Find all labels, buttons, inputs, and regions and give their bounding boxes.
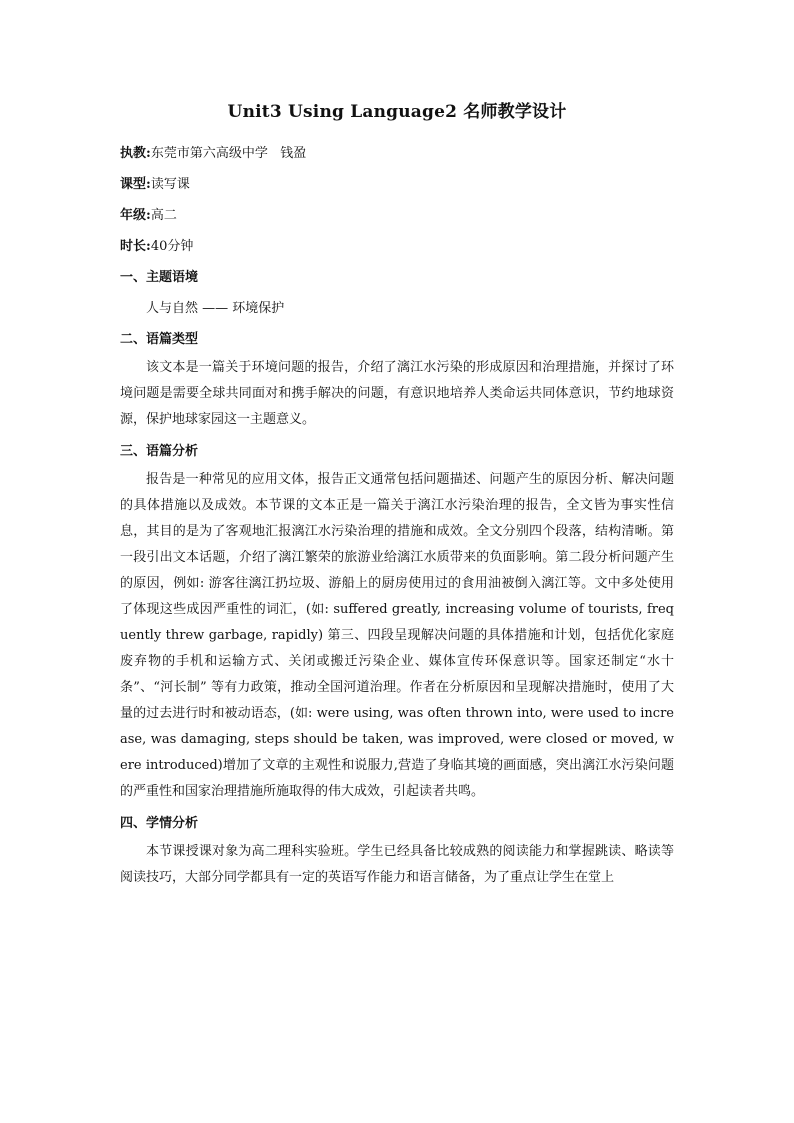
document-page: [120, 100, 674, 891]
meta-grade-key: 年级:: [120, 208, 151, 223]
section-theme-heading: 一、主题语境: [120, 270, 199, 285]
meta-teacher-key: 执教:: [120, 146, 151, 161]
meta-teacher-value: 东莞市第六高级中学 钱盈: [150, 146, 307, 161]
meta-lesson-type-key: 课型:: [120, 177, 151, 192]
meta-lesson-type-value: 读写课: [150, 177, 190, 192]
section-learners-heading: 四、学情分析: [120, 816, 199, 831]
meta-duration-value: 40分钟: [150, 239, 194, 254]
section-genre-heading: 二、语篇类型: [120, 332, 199, 347]
section-genre-paragraph: 该文本是一篇关于环境问题的报告，介绍了漓江水污染的形成原因和治理措施，并探讨了环境问题是需要全球共同面对和携手解决的问题，有意识地培养人类命运共同体意识，节约地球资源，保护地球家园这一主题意义。: [120, 360, 674, 427]
meta-teacher: [120, 138, 674, 169]
meta-grade: [120, 200, 674, 231]
meta-duration: [120, 231, 674, 262]
meta-duration-key: 时长:: [120, 239, 151, 254]
section-learners-paragraph: 本节课授课对象为高二理科实验班。学生已经具备比较成熟的阅读能力和掌握跳读、略读等阅读技巧，大部分同学都具有一定的英语写作能力和语言储备，为了重点让学生在堂上: [120, 844, 674, 885]
meta-lesson-type: [120, 169, 674, 200]
document-title: Unit3 Using Language2 名师教学设计: [227, 102, 567, 122]
meta-grade-value: 高二: [150, 208, 177, 223]
section-analysis-paragraph: 报告是一种常见的应用文体，报告正文通常包括问题描述、问题产生的原因分析、解决问题的具体措施以及成效。本节课的文本正是一篇关于漓江水污染治理的报告，全文皆为事实性信息，其目的是为了客观地汇报漓江水污染治理的措施和成效。全文分别四个段落，结构清晰。第一段引出文本话题，介绍了漓江繁荣的旅游业给漓江水质带来的负面影响。第二段分析问题产生的原因，例如: 游客往漓江扔垃圾、游船上的厨房使用过的食用油被倒入漓江等。文中多处使用了体现这些成因严重性的词汇，(如: suffered greatly, increasing volume of tourists, frequently threw garbage, rapidly) 第三、四段呈现解决问题的具体措施和计划，包括优化家庭废弃物的手机和运输方式、关闭或搬迁污染企业、媒体宣传环保意识等。国家还制定“水十条”、“河长制” 等有力政策，推动全国河道治理。作者在分析原因和呈现解决措施时，使用了大量的过去进行时和被动语态，(如: were using, was often thrown into, were used to increase, was damaging, steps should be taken, was improved, were closed or moved, were introduced)增加了文章的主观性和说服力,营造了身临其境的画面感，突出漓江水污染问题的严重性和国家治理措施所施取得的伟大成效，引起读者共鸣。: [120, 472, 674, 799]
section-theme-line: 人与自然 —— 环境保护: [146, 301, 285, 316]
section-analysis-heading: 三、语篇分析: [120, 444, 199, 459]
